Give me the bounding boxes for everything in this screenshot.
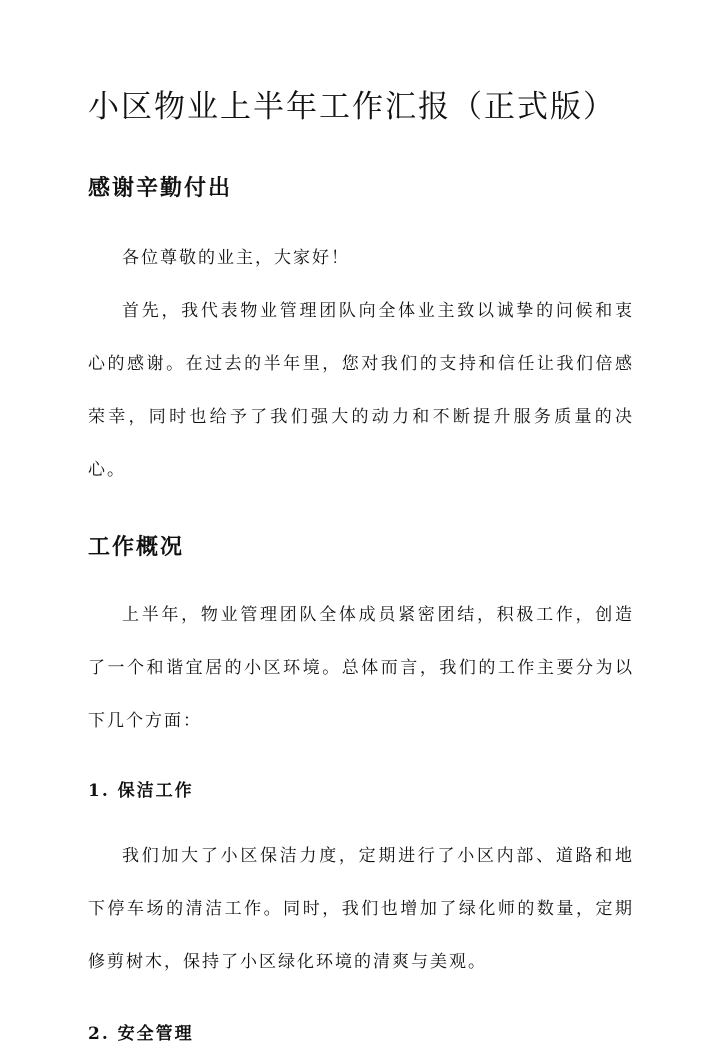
section-heading-overview: 工作概况 <box>88 534 185 560</box>
subheading-security: 2. 安全管理 <box>88 1024 194 1044</box>
intro-paragraph: 首先，我代表物业管理团队向全体业主致以诚挚的问候和衷心的感谢。在过去的半年里，您对我们的支持和信任让我们倍感荣幸，同时也给予了我们强大的动力和不断提升服务质量的决心。 <box>88 301 634 480</box>
document-title: 小区物业上半年工作汇报（正式版） <box>88 89 616 125</box>
document-body <box>88 84 634 1047</box>
cleaning-paragraph: 我们加大了小区保洁力度，定期进行了小区内部、道路和地下停车场的清洁工作。同时，我们也增加了绿化师的数量，定期修剪树木，保持了小区绿化环境的清爽与美观。 <box>88 846 634 972</box>
section-heading-thanks: 感谢辛勤付出 <box>88 175 233 201</box>
subheading-cleaning: 1. 保洁工作 <box>88 781 194 801</box>
overview-paragraph: 上半年，物业管理团队全体成员紧密团结，积极工作，创造了一个和谐宜居的小区环境。总体而言，我们的工作主要分为以下几个方面： <box>88 605 634 731</box>
greeting-paragraph: 各位尊敬的业主，大家好！ <box>122 248 350 268</box>
